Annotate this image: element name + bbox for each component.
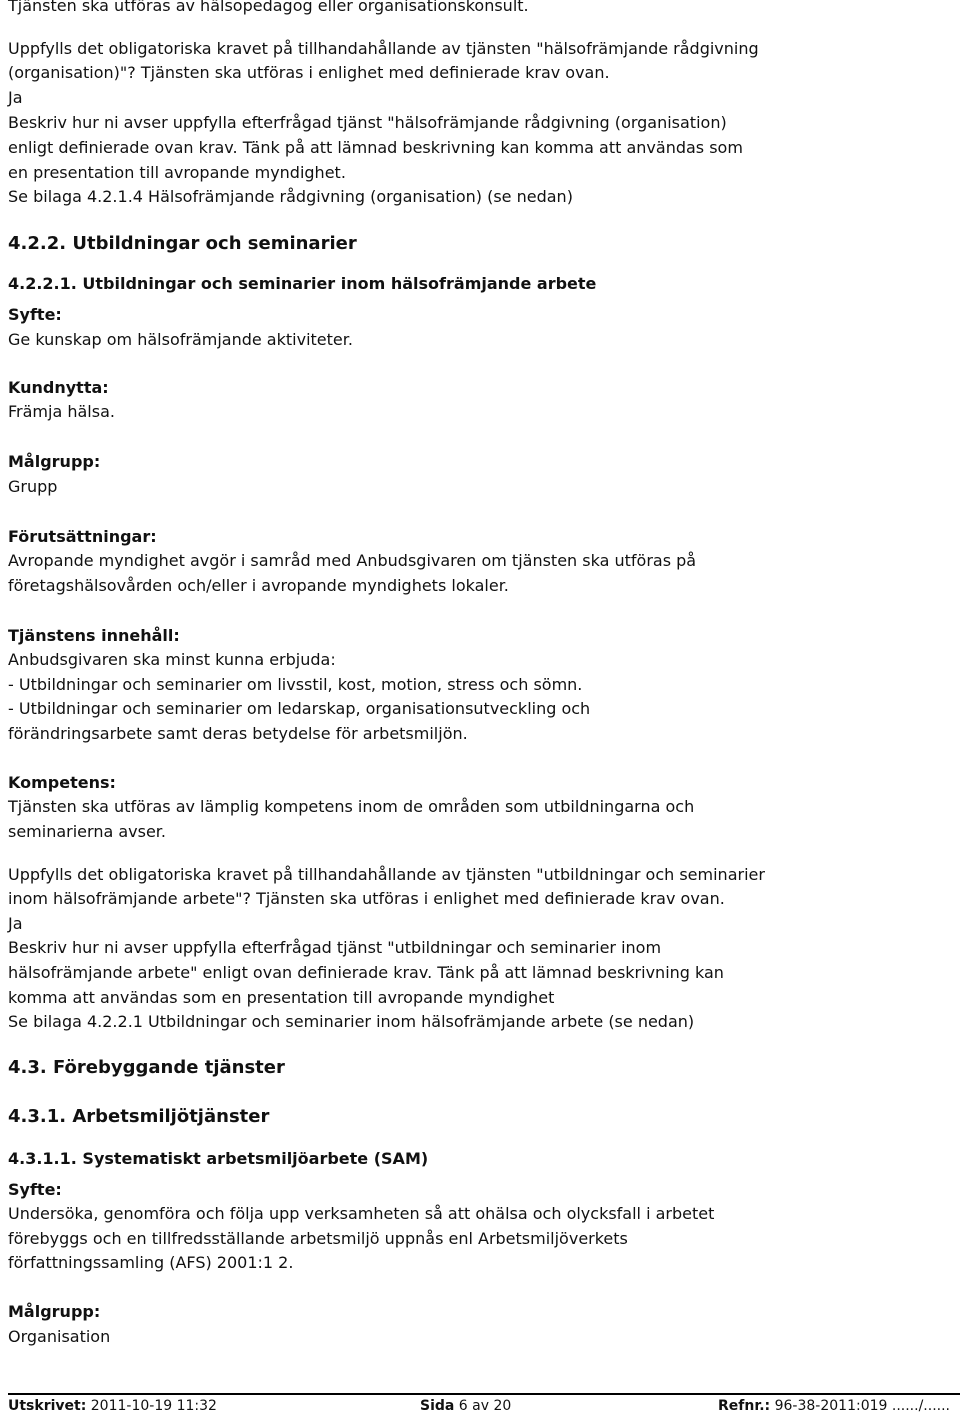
text-line: Se bilaga 4.2.2.1 Utbildningar och seminarier inom hälsofrämjande arbete (se nedan): [8, 1012, 695, 1031]
text-line: Undersöka, genomföra och följa upp verksamheten så att ohälsa och olycksfall i arbetet: [8, 1204, 715, 1223]
heading-line: Målgrupp:: [8, 452, 101, 471]
text-line: Tjänsten ska utföras av lämplig kompetens inom de områden som utbildningarna och: [8, 797, 695, 816]
text-line: förändringsarbete samt deras betydelse för arbetsmiljön.: [8, 724, 468, 743]
text-line: - Utbildningar och seminarier om livsstil, kost, motion, stress och sömn.: [8, 675, 583, 694]
heading-line: Förutsättningar:: [8, 527, 157, 546]
heading-line: Kundnytta:: [8, 378, 109, 397]
text-line: Organisation: [8, 1327, 111, 1346]
heading-line: Syfte:: [8, 305, 62, 324]
text-line: Beskriv hur ni avser uppfylla efterfrågad tjänst "hälsofrämjande rådgivning (organisation): [8, 113, 727, 132]
text-line: Anbudsgivaren ska minst kunna erbjuda:: [8, 650, 336, 669]
heading-line: Tjänstens innehåll:: [8, 626, 180, 645]
text-line: Avropande myndighet avgör i samråd med Anbudsgivaren om tjänsten ska utföras på: [8, 551, 697, 570]
text-line: företagshälsovården och/eller i avropande myndighets lokaler.: [8, 576, 509, 595]
text-line: seminarierna avser.: [8, 822, 166, 841]
page-number: Sida 6 av 20: [420, 1398, 512, 1414]
heading-line: Syfte:: [8, 1180, 62, 1199]
text-line: Tjänsten ska utföras av hälsopedagog eller organisationskonsult.: [8, 0, 529, 15]
text-line: enligt definierade ovan krav. Tänk på att lämnad beskrivning kan komma att användas som: [8, 138, 743, 157]
text-line: Uppfylls det obligatoriska kravet på tillhandahållande av tjänsten "utbildningar och seminarier: [8, 865, 765, 884]
page-footer: [8, 1393, 960, 1414]
reference-number: Refnr.: 96-38-2011:019 ....../......: [718, 1398, 950, 1414]
text-line: Uppfylls det obligatoriska kravet på tillhandahållande av tjänsten "hälsofrämjande rådgivning: [8, 39, 759, 58]
text-line: författningssamling (AFS) 2001:1 2.: [8, 1253, 294, 1272]
heading-line: 4.2.2. Utbildningar och seminarier: [8, 233, 357, 254]
heading-line: 4.2.2.1. Utbildningar och seminarier inom hälsofrämjande arbete: [8, 274, 597, 293]
heading-line: 4.3.1.1. Systematiskt arbetsmiljöarbete (SAM): [8, 1149, 429, 1168]
text-line: Ja: [8, 914, 23, 933]
text-line: hälsofrämjande arbete" enligt ovan definierade krav. Tänk på att lämnad beskrivning kan: [8, 963, 724, 982]
text-line: Ja: [8, 88, 23, 107]
text-line: en presentation till avropande myndighet.: [8, 163, 346, 182]
printed-date: Utskrivet: 2011-10-19 11:32: [8, 1398, 217, 1414]
text-line: Beskriv hur ni avser uppfylla efterfrågad tjänst "utbildningar och seminarier inom: [8, 938, 662, 957]
text-line: Ge kunskap om hälsofrämjande aktiviteter.: [8, 330, 353, 349]
text-line: inom hälsofrämjande arbete"? Tjänsten ska utföras i enlighet med definierade krav ovan.: [8, 889, 725, 908]
heading-line: Kompetens:: [8, 773, 116, 792]
heading-line: 4.3.1. Arbetsmiljötjänster: [8, 1106, 270, 1127]
text-line: - Utbildningar och seminarier om ledarskap, organisationsutveckling och: [8, 699, 591, 718]
text-line: Se bilaga 4.2.1.4 Hälsofrämjande rådgivning (organisation) (se nedan): [8, 187, 573, 206]
text-line: (organisation)"? Tjänsten ska utföras i enlighet med definierade krav ovan.: [8, 63, 610, 82]
text-line: Främja hälsa.: [8, 402, 115, 421]
heading-line: Målgrupp:: [8, 1302, 101, 1321]
text-line: komma att användas som en presentation till avropande myndighet: [8, 988, 555, 1007]
heading-line: 4.3. Förebyggande tjänster: [8, 1057, 285, 1078]
text-line: förebyggs och en tillfredsställande arbetsmiljö uppnås enl Arbetsmiljöverkets: [8, 1229, 628, 1248]
text-line: Grupp: [8, 477, 58, 496]
